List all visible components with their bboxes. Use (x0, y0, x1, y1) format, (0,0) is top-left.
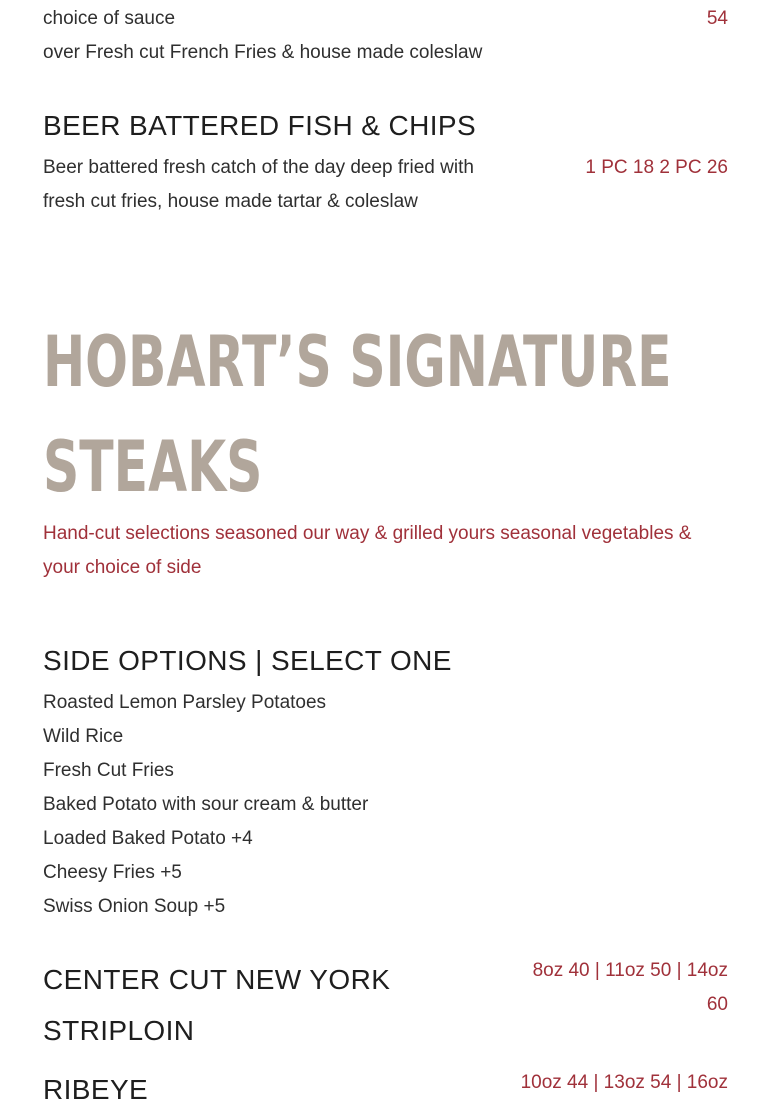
fish-chips-desc-line1: Beer battered fresh catch of the day deep fried with (43, 157, 474, 178)
side-option: Fresh Cut Fries (43, 760, 174, 781)
section-description (43, 517, 733, 585)
section-description-line2: your choice of side (43, 557, 202, 578)
section-title-line2: STEAKS (43, 426, 263, 508)
striploin-title-line1: CENTER CUT NEW YORK (43, 964, 391, 995)
striploin-title-line2: STRIPLOIN (43, 1015, 195, 1046)
fish-chips-price: 1 PC 18 2 PC 26 (585, 157, 728, 178)
section-description-line1: Hand-cut selections seasoned our way & grilled yours seasonal vegetables & (43, 523, 692, 544)
ribeye-price-line1: 10oz 44 | 13oz 54 | 16oz (520, 1072, 728, 1093)
side-option: Wild Rice (43, 726, 124, 747)
top-item-price: 54 (706, 8, 728, 29)
side-option: Roasted Lemon Parsley Potatoes (43, 692, 327, 713)
side-options-title: SIDE OPTIONS | SELECT ONE (43, 645, 452, 676)
fish-chips-desc-line2: fresh cut fries, house made tartar & coleslaw (43, 191, 418, 212)
side-options-list (43, 686, 368, 924)
ribeye-title: RIBEYE (43, 1074, 149, 1105)
striploin-price-line2: 60 (706, 994, 728, 1015)
side-option: Loaded Baked Potato +4 (43, 828, 253, 849)
side-option: Swiss Onion Soup +5 (43, 896, 226, 917)
striploin-price-line1: 8oz 40 | 11oz 50 | 14oz (532, 960, 728, 981)
top-item-desc-line1: choice of sauce (43, 8, 176, 29)
top-item-desc-line2: over Fresh cut French Fries & house made coleslaw (43, 42, 483, 63)
side-option: Cheesy Fries +5 (43, 862, 182, 883)
side-option: Baked Potato with sour cream & butter (43, 794, 369, 815)
fish-chips-title: BEER BATTERED FISH & CHIPS (43, 110, 477, 141)
section-title-line1: HOBART’S SIGNATURE (43, 321, 672, 403)
